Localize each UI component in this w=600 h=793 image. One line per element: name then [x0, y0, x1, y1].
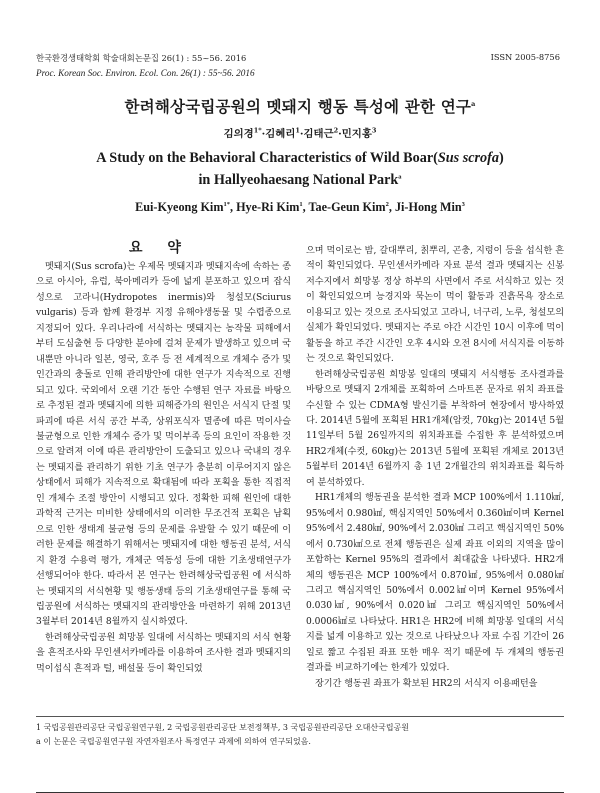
title-ko: 한려해상국립공원의 멧돼지 행동 특성에 관한 연구$^a$	[124, 97, 476, 116]
paragraph: 으며 먹이로는 밤, 갈대뿌리, 칡뿌리, 곤충, 지렁이 등을 섭식한 흔적이 확인되었다. 무인센서카메라 자료 분석 결과 멧돼지는 신봉저수지에서 희망봉 정상 하부의 사면에서 주로 서식하고 있는 것이 확인되었으며 능경지와 묵논이 먹이 활동과 진흙목욕 장소로 이용되고 있는 것으로 조사되었고 고라니, 너구리, 노루, 청설모의 실체가 확인되었다. 멧돼지는 주로 야간 시간인 10시 이후에 먹이활동을 하고 주간 시간인 오후 4시와 오전 8시에 서식지를 이동하는 것으로 확인되었다.	[306, 246, 564, 365]
footnote-rule	[36, 716, 564, 717]
abstract-right-column	[306, 244, 564, 692]
footnote-funding: a 이 논문은 국립공원연구원 자연자원조사 특정연구 과제에 의하여 연구되었음.	[36, 737, 311, 746]
paragraph: 장기간 행동권 좌표가 확보된 HR2의 서식지 이용패턴을	[315, 678, 538, 689]
abstract-heading: 요 약	[129, 240, 191, 256]
abstract-left-column	[36, 260, 291, 677]
authors-ko: 김의경$^{1*}$·김혜리$^1$·김태근$^2$·민지홍$^3$	[223, 126, 377, 140]
journal-citation-en: Proc. Korean Soc. Environ. Ecol. Con. 26(1) : 55~56. 2016	[36, 68, 255, 78]
authors-en: Eui-Kyeong Kim$^{1*}$, Hye-Ri Kim$^1$, Tae-Geun Kim$^2$, Ji-Hong Min$^3$	[135, 200, 465, 214]
title-en-line1: A Study on the Behavioral Characteristics of Wild Boar(Sus scrofa)	[96, 150, 504, 166]
paragraph: 멧돼지(Sus scrofa)는 우제목 멧돼지과 멧돼지속에 속하는 종으로 아시아, 유럽, 북아메리카 등에 넓게 분포하고 있으며 잡식성으로 고라니(Hydropotes inermis)와 청설모(Sciurus vulgaris) 등과 함께 환경부 지정 유해야생동물 및 수렵종으로 지정되어 있다. 우리나라에 서식하는 멧돼지는 농작물 피해에서부터 도심출현 등 다양한 분야에 걸쳐 문제가 발생하고 있으며 국내뿐만 아니라 일본, 영국, 호주 등 전 세계적으로 개체수 증가 및 인간과의 충돌로 인해 관리방안에 대한 연구가 지속적으로 진행되고 있다. 국외에서 오랜 기간 동안 수행된 연구 자료를 바탕으로 추정된 결과 멧돼지에 의한 피해증가의 원인은 서식지 단절 및 파괴에 따른 서식 공간 부족, 상위포식자 멸종에 따른 먹이사슬 불균형으로 인한 개체수 증가 및 먹이부족 등의 요인이 작용한 것으로 알려져 이에 따른 관리방안이 도출되고 있으나 국내의 경우는 멧돼지를 관리하기 위한 기초 연구가 충분히 이루어지지 않은 상태에서 피해가 지속적으로 확대됨에 따라 포획을 통한 직접적인 개체수 조절 방안이 시행되고 있다. 정확한 피해 원인에 대한 과학적 근거는 미비한 상태에서의 이러한 무조건적 포획은 남획으로 인한 생태계 불균형 등의 문제를 유발할 수 있기 때문에 이러한 문제를 해결하기 위해서는 멧돼지에 대한 행동권 분석, 서식지 환경 수용력 평가, 개체군 역동성 등에 대한 기초생태연구가 선행되어야 한다. 따라서 본 연구는 한려해상국립공원 에 서식하는 멧돼지의 서식현황 및 행동생태 등의 기초생태연구를 통해 국립공원에 서식하는 멧돼지의 관리방안을 마련하기 위해 2013년 3월부터 2014년 8월까지 실시하였다.	[36, 262, 291, 628]
footnote-affiliations: 1 국립공원관리공단 국립공원연구원, 2 국립공원관리공단 보전정책부, 3 국립공원관리공단 오대산국립공원	[36, 723, 409, 732]
paragraph: HR1개체의 행동권을 분석한 결과 MCP 100%에서 1.110㎢, 95%에서 0.980㎢, 핵심지역인 50%에서 0.360㎢이며 Kernel 95%에서 2.480㎢, 90%에서 2.030㎢ 그리고 핵심지역인 50%에서 0.730㎢으로 전체 행동권은 실제 좌표 이외의 지역을 많이 포함하는 Kernel 95%의 결과에서 최대값을 나타냈다. HR2개체의 행동권은 MCP 100%에서 0.870㎢, 95%에서 0.080㎢ 그리고 핵심지역인 50%에서 0.002㎢이며 Kernel 95%에서 0.030㎢, 90%에서 0.020㎢ 그리고 핵심지역인 50%에서 0.0006㎢로 나타났다. HR1은 HR2에 비해 희망봉 일대의 서식지를 넓게 이용하고 있는 것으로 나타났으나 자료 수집 기간이 26일로 짧고 수집된 좌표 또한 매우 적기 때문에 두 개체의 행동권 결과를 비교하기에는 한계가 있었다.	[306, 493, 564, 674]
journal-citation-ko: 한국환경생태학회 학술대회논문집 26(1) : 55~56. 2016	[36, 53, 247, 63]
issn: ISSN 2005-8756	[490, 52, 560, 62]
paragraph: 한려해상국립공원 희망봉 일대에 서식하는 멧돼지의 서식 현황을 흔적조사와 무인센서카메라를 이용하여 조사한 결과 멧돼지의 먹이섭식 흔적과 털, 배설물 등이 확인되었	[36, 632, 291, 674]
paragraph: 한려해상국립공원 희망봉 일대의 멧돼지 서식행동 조사결과를 바탕으로 멧돼지 2개체를 포획하여 스마트폰 문자로 위치 좌표를 수신할 수 있는 CDMA형 발신기를 부착하여 현장에서 방사하였다. 2014년 5월에 포획된 HR1개체(암컷, 70kg)는 2014년 5월 11일부터 5월 26일까지의 위치좌표를 수집한 후 분석하였으며 HR2개체(수컷, 60kg)는 2013년 5월에 포획된 개체로 2013년 5월부터 2014년 6월까지 총 1년 2개월간의 위치좌표를 획득하여 분석하였다.	[306, 369, 564, 488]
title-en-line2: in Hallyeohaesang National Park$^a$	[198, 172, 402, 188]
